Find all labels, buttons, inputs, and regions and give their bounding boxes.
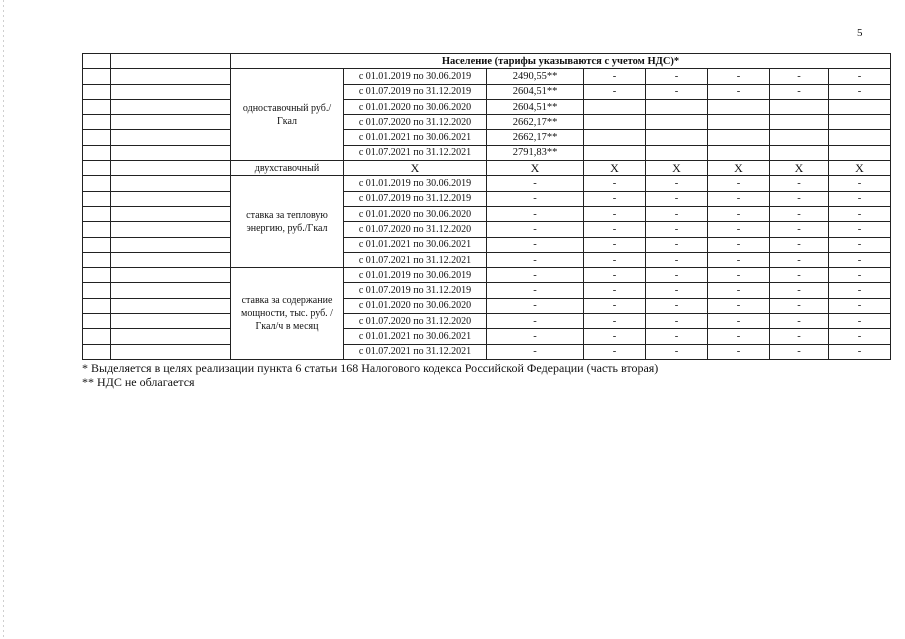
tariff-value-cell: - xyxy=(487,191,584,206)
section-header-row xyxy=(83,54,891,69)
capacity-rate-row xyxy=(83,344,891,359)
org-name-cell xyxy=(111,54,231,69)
row-number-cell xyxy=(83,115,111,130)
org-name-cell xyxy=(111,237,231,252)
tariff-value-cell: - xyxy=(487,176,584,191)
tariff-extra-cell: - xyxy=(584,344,646,359)
row-number-cell xyxy=(83,130,111,145)
tariff-extra-cell: - xyxy=(770,283,829,298)
org-name-cell xyxy=(111,298,231,313)
row-number-cell xyxy=(83,54,111,69)
tariff-extra-cell: - xyxy=(584,268,646,283)
period-cell: с 01.01.2020 по 30.06.2020 xyxy=(344,99,487,114)
single-rate-label: одноставочный руб./Гкал xyxy=(231,69,344,161)
heat-rate-row xyxy=(83,222,891,237)
tariff-extra-cell xyxy=(584,99,646,114)
tariff-extra-cell xyxy=(646,130,708,145)
single-rate-row xyxy=(83,99,891,114)
tariff-extra-cell xyxy=(708,130,770,145)
tariff-extra-cell: - xyxy=(646,298,708,313)
footnote-no-vat: ** НДС не облагается xyxy=(82,375,195,389)
tariff-value-cell: 2604,51** xyxy=(487,99,584,114)
capacity-rate-row xyxy=(83,298,891,313)
tariff-extra-cell: - xyxy=(584,283,646,298)
period-cell: с 01.07.2019 по 31.12.2019 xyxy=(344,283,487,298)
tariff-extra-cell: - xyxy=(708,69,770,84)
tariff-extra-cell: - xyxy=(829,314,891,329)
tariff-value-cell: 2662,17** xyxy=(487,130,584,145)
tariff-value-cell: - xyxy=(487,344,584,359)
row-number-cell xyxy=(83,298,111,313)
tariff-extra-cell: - xyxy=(770,222,829,237)
tariff-extra-cell xyxy=(770,99,829,114)
tariff-value-cell: - xyxy=(487,268,584,283)
row-number-cell xyxy=(83,206,111,221)
tariff-extra-cell: - xyxy=(770,298,829,313)
period-cell: с 01.01.2021 по 30.06.2021 xyxy=(344,329,487,344)
tariff-extra-cell: - xyxy=(708,252,770,267)
single-rate-row xyxy=(83,115,891,130)
heat-rate-row xyxy=(83,176,891,191)
tariff-extra-cell: - xyxy=(770,69,829,84)
period-cell: с 01.07.2019 по 31.12.2019 xyxy=(344,84,487,99)
tariff-extra-cell xyxy=(708,145,770,160)
tariff-extra-cell: - xyxy=(708,268,770,283)
org-name-cell xyxy=(111,161,231,176)
tariff-extra-cell xyxy=(584,145,646,160)
tariff-extra-cell: - xyxy=(770,314,829,329)
org-name-cell xyxy=(111,283,231,298)
tariff-extra-cell: - xyxy=(646,206,708,221)
capacity-rate-row xyxy=(83,314,891,329)
row-number-cell xyxy=(83,314,111,329)
tariff-extra-cell: - xyxy=(770,84,829,99)
tariff-extra-cell: - xyxy=(584,314,646,329)
tariff-extra-cell xyxy=(829,145,891,160)
tariff-extra-cell xyxy=(708,115,770,130)
single-rate-row xyxy=(83,130,891,145)
org-name-cell xyxy=(111,130,231,145)
tariff-extra-cell: - xyxy=(708,314,770,329)
tariff-value-cell: - xyxy=(487,237,584,252)
tariff-value-cell: - xyxy=(487,283,584,298)
period-cell: с 01.07.2019 по 31.12.2019 xyxy=(344,191,487,206)
tariff-extra-cell: - xyxy=(770,191,829,206)
tariff-extra-cell: - xyxy=(584,191,646,206)
org-name-cell xyxy=(111,329,231,344)
tariff-extra-cell: - xyxy=(584,329,646,344)
capacity-rate-label: ставка за содержание мощности, тыс. руб. /Гкал/ч в месяц xyxy=(231,268,344,360)
tariff-extra-cell xyxy=(829,130,891,145)
row-number-cell xyxy=(83,237,111,252)
tariff-extra-cell xyxy=(770,130,829,145)
tariff-extra-cell: - xyxy=(584,237,646,252)
period-cell: с 01.01.2021 по 30.06.2021 xyxy=(344,237,487,252)
tariff-extra-cell: - xyxy=(829,329,891,344)
tariff-value-cell: - xyxy=(487,206,584,221)
tariff-extra-cell: - xyxy=(770,344,829,359)
tariff-extra-cell: - xyxy=(646,84,708,99)
org-name-cell xyxy=(111,115,231,130)
tariff-extra-cell: - xyxy=(646,252,708,267)
not-applicable-mark: X xyxy=(829,161,891,176)
tariff-extra-cell: - xyxy=(829,268,891,283)
tariff-extra-cell: - xyxy=(646,283,708,298)
org-name-cell xyxy=(111,222,231,237)
capacity-rate-row xyxy=(83,329,891,344)
tariff-extra-cell: - xyxy=(829,176,891,191)
tariff-extra-cell xyxy=(646,115,708,130)
tariff-extra-cell xyxy=(829,115,891,130)
tariff-extra-cell: - xyxy=(584,252,646,267)
period-cell: с 01.07.2020 по 31.12.2020 xyxy=(344,222,487,237)
tariff-extra-cell: - xyxy=(829,252,891,267)
tariff-extra-cell: - xyxy=(646,69,708,84)
tariff-extra-cell: - xyxy=(708,344,770,359)
tariff-extra-cell xyxy=(646,99,708,114)
tariff-extra-cell: - xyxy=(708,206,770,221)
period-cell: с 01.01.2019 по 30.06.2019 xyxy=(344,268,487,283)
period-cell: с 01.07.2020 по 31.12.2020 xyxy=(344,314,487,329)
page-number: 5 xyxy=(857,27,863,39)
period-cell: с 01.07.2021 по 31.12.2021 xyxy=(344,344,487,359)
tariff-value-cell: - xyxy=(487,222,584,237)
tariff-extra-cell: - xyxy=(708,237,770,252)
tariff-extra-cell: - xyxy=(829,191,891,206)
row-number-cell xyxy=(83,191,111,206)
heat-rate-label: ставка за тепловую энергию, руб./Гкал xyxy=(231,176,344,268)
tariff-table-body xyxy=(83,54,891,360)
tariff-extra-cell: - xyxy=(584,206,646,221)
tariff-extra-cell: - xyxy=(584,298,646,313)
tariff-extra-cell xyxy=(829,99,891,114)
period-cell: с 01.07.2021 по 31.12.2021 xyxy=(344,145,487,160)
period-cell: с 01.01.2019 по 30.06.2019 xyxy=(344,69,487,84)
org-name-cell xyxy=(111,145,231,160)
tariff-value-cell: - xyxy=(487,252,584,267)
tariff-extra-cell: - xyxy=(646,222,708,237)
tariff-extra-cell: - xyxy=(584,84,646,99)
period-cell: с 01.01.2020 по 30.06.2020 xyxy=(344,298,487,313)
period-cell: с 01.01.2019 по 30.06.2019 xyxy=(344,176,487,191)
tariff-extra-cell: - xyxy=(708,191,770,206)
org-name-cell xyxy=(111,69,231,84)
tariff-value-cell: - xyxy=(487,298,584,313)
tariff-extra-cell: - xyxy=(770,206,829,221)
row-number-cell xyxy=(83,99,111,114)
two-rate-label: двухставочный xyxy=(231,161,344,176)
tariff-extra-cell: - xyxy=(708,329,770,344)
tariff-table xyxy=(82,53,891,360)
footnote-vat: * Выделяется в целях реализации пункта 6 статьи 168 Налогового кодекса Российской Федерации (часть вторая) xyxy=(82,361,659,375)
single-rate-row xyxy=(83,84,891,99)
period-cell: с 01.01.2021 по 30.06.2021 xyxy=(344,130,487,145)
tariff-extra-cell xyxy=(646,145,708,160)
row-number-cell xyxy=(83,84,111,99)
org-name-cell xyxy=(111,176,231,191)
tariff-extra-cell xyxy=(770,115,829,130)
row-number-cell xyxy=(83,145,111,160)
tariff-extra-cell: - xyxy=(829,206,891,221)
tariff-extra-cell: - xyxy=(770,237,829,252)
not-applicable-mark: X xyxy=(708,161,770,176)
heat-rate-row xyxy=(83,237,891,252)
tariff-extra-cell: - xyxy=(829,283,891,298)
tariff-extra-cell: - xyxy=(829,222,891,237)
period-cell: с 01.07.2021 по 31.12.2021 xyxy=(344,252,487,267)
capacity-rate-row xyxy=(83,268,891,283)
tariff-extra-cell: - xyxy=(770,329,829,344)
not-applicable-mark: X xyxy=(344,161,487,176)
row-number-cell xyxy=(83,329,111,344)
tariff-extra-cell: - xyxy=(584,222,646,237)
tariff-extra-cell: - xyxy=(708,283,770,298)
org-name-cell xyxy=(111,84,231,99)
not-applicable-mark: X xyxy=(646,161,708,176)
row-number-cell xyxy=(83,69,111,84)
tariff-extra-cell: - xyxy=(829,298,891,313)
row-number-cell xyxy=(83,222,111,237)
tariff-value-cell: 2662,17** xyxy=(487,115,584,130)
capacity-rate-row xyxy=(83,283,891,298)
not-applicable-mark: X xyxy=(584,161,646,176)
heat-rate-row xyxy=(83,206,891,221)
org-name-cell xyxy=(111,206,231,221)
section-title: Население (тарифы указываются с учетом НДС)* xyxy=(231,54,891,69)
tariff-extra-cell: - xyxy=(770,268,829,283)
tariff-extra-cell: - xyxy=(646,268,708,283)
row-number-cell xyxy=(83,252,111,267)
row-number-cell xyxy=(83,176,111,191)
tariff-extra-cell: - xyxy=(708,176,770,191)
tariff-extra-cell: - xyxy=(584,69,646,84)
tariff-value-cell: - xyxy=(487,329,584,344)
tariff-extra-cell: - xyxy=(646,176,708,191)
row-number-cell xyxy=(83,283,111,298)
tariff-extra-cell: - xyxy=(829,237,891,252)
tariff-value-cell: 2604,51** xyxy=(487,84,584,99)
not-applicable-mark: X xyxy=(487,161,584,176)
period-cell: с 01.01.2020 по 30.06.2020 xyxy=(344,206,487,221)
single-rate-row xyxy=(83,145,891,160)
tariff-extra-cell: - xyxy=(708,298,770,313)
row-number-cell xyxy=(83,344,111,359)
tariff-extra-cell: - xyxy=(584,176,646,191)
tariff-extra-cell: - xyxy=(646,191,708,206)
period-cell: с 01.07.2020 по 31.12.2020 xyxy=(344,115,487,130)
tariff-extra-cell xyxy=(584,130,646,145)
tariff-extra-cell: - xyxy=(646,329,708,344)
org-name-cell xyxy=(111,268,231,283)
tariff-extra-cell: - xyxy=(646,344,708,359)
tariff-value-cell: 2490,55** xyxy=(487,69,584,84)
tariff-value-cell: 2791,83** xyxy=(487,145,584,160)
tariff-extra-cell xyxy=(584,115,646,130)
two-rate-row xyxy=(83,161,891,176)
tariff-value-cell: - xyxy=(487,314,584,329)
tariff-extra-cell: - xyxy=(708,222,770,237)
org-name-cell xyxy=(111,191,231,206)
org-name-cell xyxy=(111,99,231,114)
tariff-extra-cell xyxy=(770,145,829,160)
heat-rate-row xyxy=(83,191,891,206)
heat-rate-row xyxy=(83,252,891,267)
org-name-cell xyxy=(111,252,231,267)
tariff-extra-cell: - xyxy=(829,344,891,359)
tariff-extra-cell: - xyxy=(829,84,891,99)
not-applicable-mark: X xyxy=(770,161,829,176)
row-number-cell xyxy=(83,161,111,176)
tariff-extra-cell: - xyxy=(770,252,829,267)
single-rate-row xyxy=(83,69,891,84)
org-name-cell xyxy=(111,344,231,359)
tariff-extra-cell: - xyxy=(708,84,770,99)
org-name-cell xyxy=(111,314,231,329)
tariff-extra-cell: - xyxy=(646,237,708,252)
tariff-extra-cell: - xyxy=(829,69,891,84)
tariff-extra-cell: - xyxy=(770,176,829,191)
tariff-extra-cell: - xyxy=(646,314,708,329)
row-number-cell xyxy=(83,268,111,283)
scan-edge xyxy=(3,0,4,639)
tariff-extra-cell xyxy=(708,99,770,114)
